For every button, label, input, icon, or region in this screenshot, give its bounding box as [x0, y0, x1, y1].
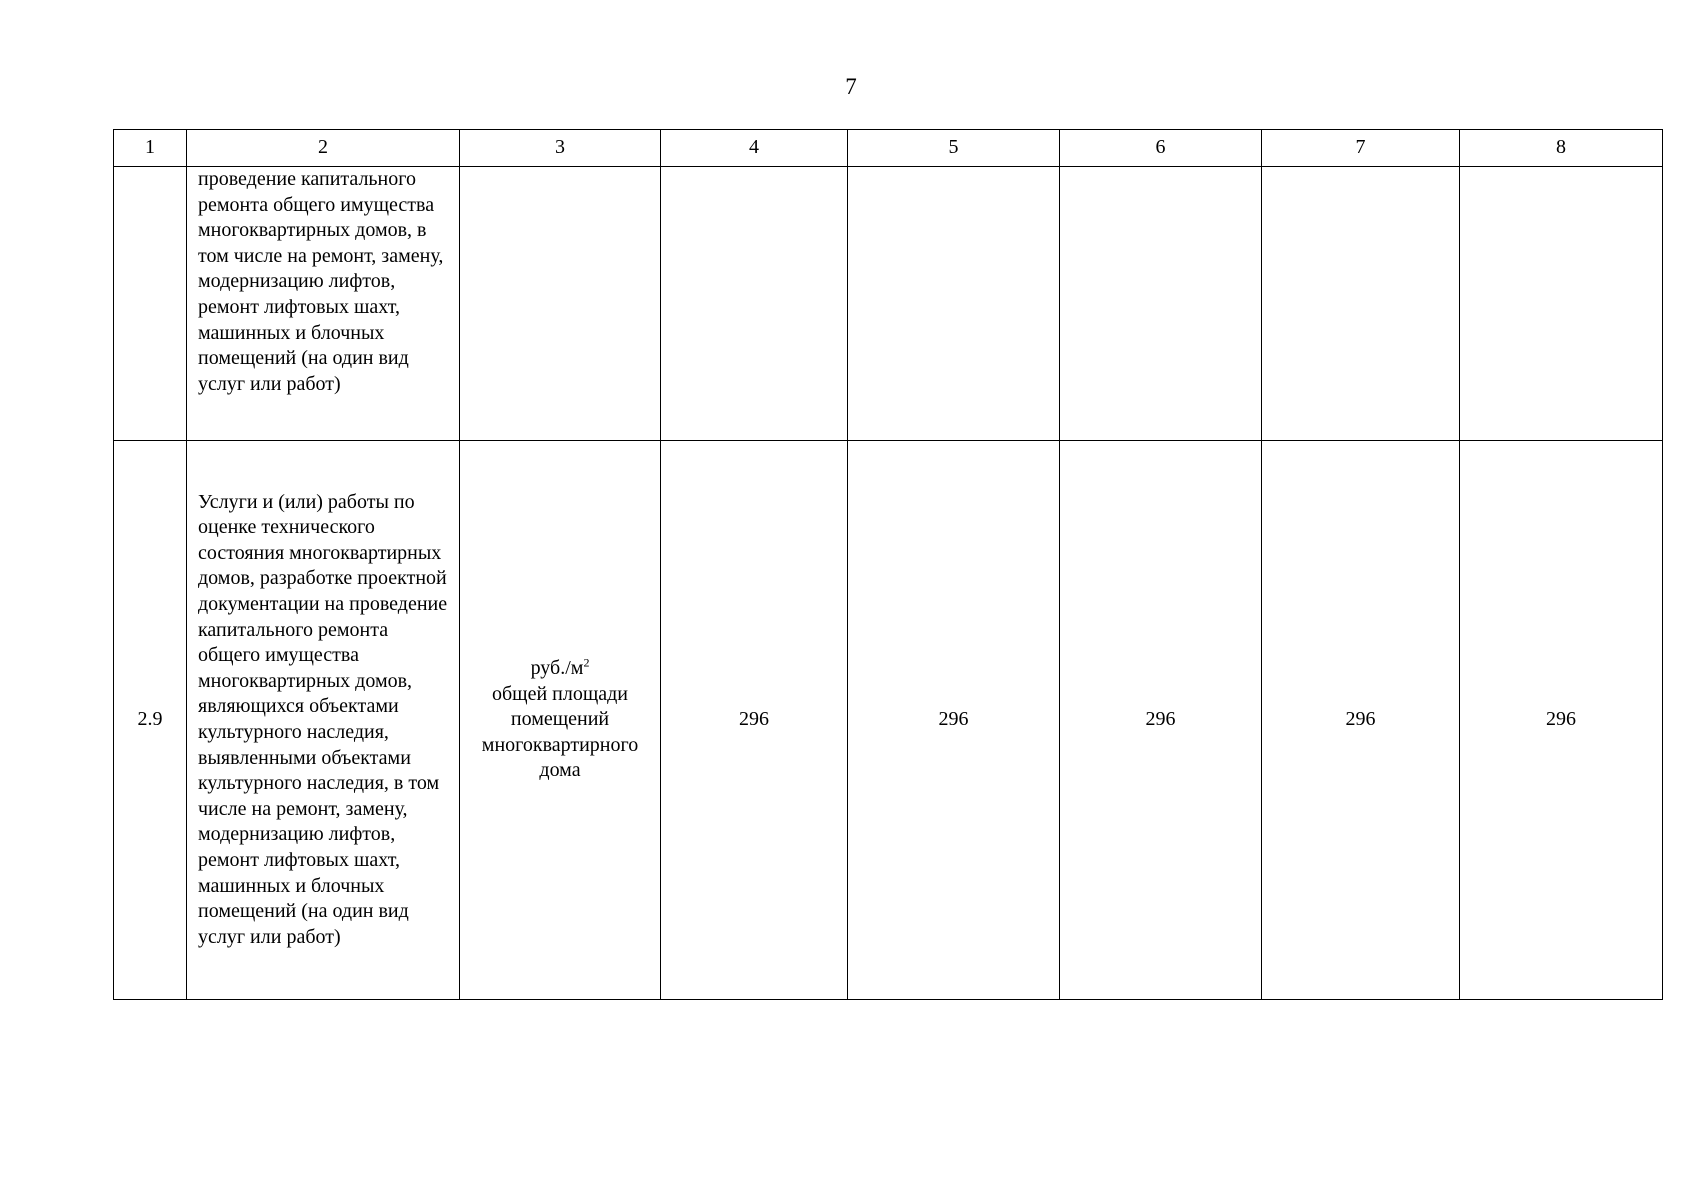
row-value-cell [1262, 167, 1460, 441]
row-value-cell [848, 167, 1060, 441]
row-value-cell: 296 [848, 441, 1060, 1000]
table-header-row [114, 130, 1663, 167]
column-number-2: 2 [187, 130, 460, 167]
page-number: 7 [845, 74, 857, 99]
unit-superscript: 2 [583, 655, 590, 670]
tariff-table [113, 129, 1663, 1000]
row-value-cell [1460, 167, 1663, 441]
unit-rest-text: общей площади помещений многоквартирного дома [481, 682, 639, 782]
row-value-cell: 296 [1262, 441, 1460, 1000]
row-description-cell: Услуги и (или) работы по оценке технического состояния многоквартирных домов, разработке проектной документации на проведение капитального ремонта общего имущества многоквартирных домов, являющихся объектами культурного наследия, выявленными объектами культурного наследия, в том числе на ремонт, замену, модернизацию лифтов, ремонт лифтовых шахт, машинных и блочных помещений (на один вид услуг или работ) [187, 441, 460, 1000]
row-number-cell [114, 167, 187, 441]
column-number-1: 1 [114, 130, 187, 167]
row-description-cell: проведение капитального ремонта общего имущества многоквартирных домов, в том числе на ремонт, замену, модернизацию лифтов, ремонт лифтовых шахт, машинных и блочных помещений (на один вид услуг или работ) [187, 167, 460, 441]
column-number-7: 7 [1262, 130, 1460, 167]
row-unit-cell [460, 441, 661, 1000]
row-unit-cell [460, 167, 661, 441]
table-row-continued [114, 167, 1663, 441]
column-number-4: 4 [661, 130, 848, 167]
row-value-cell [661, 167, 848, 441]
row-value-cell: 296 [1060, 441, 1262, 1000]
row-value-cell: 296 [1460, 441, 1663, 1000]
row-number-cell: 2.9 [114, 441, 187, 1000]
row-value-cell [1060, 167, 1262, 441]
column-number-8: 8 [1460, 130, 1663, 167]
column-number-3: 3 [460, 130, 661, 167]
column-number-5: 5 [848, 130, 1060, 167]
table-row-2-9 [114, 441, 1663, 1000]
row-value-cell: 296 [661, 441, 848, 1000]
unit-main-text: руб./м [530, 657, 584, 680]
column-number-6: 6 [1060, 130, 1262, 167]
